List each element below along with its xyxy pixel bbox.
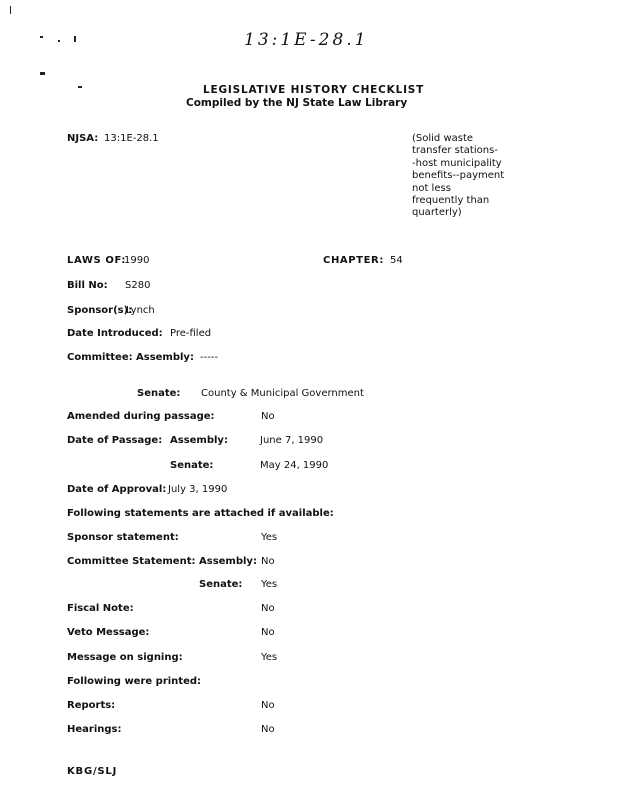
printed-heading: Following were printed: bbox=[67, 676, 202, 687]
fiscal-note-label: Fiscal Note: bbox=[67, 603, 134, 614]
laws-of-value: 1990 bbox=[124, 255, 150, 266]
chapter-label: CHAPTER: bbox=[323, 255, 384, 266]
scan-mark bbox=[74, 36, 76, 42]
date-of-approval-label: Date of Approval: bbox=[67, 484, 167, 495]
reports-label: Reports: bbox=[67, 700, 116, 711]
message-on-signing-value: Yes bbox=[261, 652, 278, 663]
page-subtitle: Compiled by the NJ State Law Library bbox=[186, 97, 408, 109]
chapter-value: 54 bbox=[390, 255, 403, 266]
passage-senate-label: Senate: bbox=[170, 460, 214, 471]
page-title: LEGISLATIVE HISTORY CHECKLIST bbox=[203, 84, 425, 96]
sponsors-value: Lynch bbox=[126, 305, 155, 316]
committee-senate-value: County & Municipal Government bbox=[201, 388, 364, 399]
bill-no-label: Bill No: bbox=[67, 280, 108, 291]
passage-assembly-label: Assembly: bbox=[170, 435, 228, 446]
committee-statement-label: Committee Statement: bbox=[67, 556, 196, 567]
scan-mark bbox=[10, 6, 11, 14]
scan-mark bbox=[40, 36, 43, 38]
date-of-passage-label: Date of Passage: bbox=[67, 435, 163, 446]
committee-statement-assembly-label: Assembly: bbox=[199, 556, 257, 567]
amended-label: Amended during passage: bbox=[67, 411, 215, 422]
amended-value: No bbox=[261, 411, 275, 422]
veto-message-value: No bbox=[261, 627, 275, 638]
committee-statement-senate-value: Yes bbox=[261, 579, 278, 590]
description-line: transfer stations- bbox=[412, 145, 498, 157]
sponsor-statement-value: Yes bbox=[261, 532, 278, 543]
description-line: quarterly) bbox=[412, 207, 462, 219]
njsa-value: 13:1E-28.1 bbox=[104, 133, 159, 144]
committee-statement-assembly-value: No bbox=[261, 556, 275, 567]
committee-assembly-value: ----- bbox=[200, 352, 219, 363]
initials: KBG/SLJ bbox=[67, 766, 118, 777]
date-of-approval-value: July 3, 1990 bbox=[168, 484, 228, 495]
sponsor-statement-label: Sponsor statement: bbox=[67, 532, 179, 543]
laws-of-label: LAWS OF: bbox=[67, 255, 126, 266]
passage-assembly-value: June 7, 1990 bbox=[260, 435, 324, 446]
handwritten-citation: 13:1E-28.1 bbox=[244, 30, 369, 50]
hearings-label: Hearings: bbox=[67, 724, 122, 735]
description-line: -host municipality bbox=[412, 157, 502, 169]
date-introduced-value: Pre-filed bbox=[170, 328, 212, 339]
description-line: benefits--payment bbox=[412, 170, 505, 182]
njsa-label: NJSA: bbox=[67, 133, 99, 144]
subject-description bbox=[412, 133, 522, 220]
message-on-signing-label: Message on signing: bbox=[67, 652, 183, 663]
hearings-value: No bbox=[261, 724, 275, 735]
description-line: frequently than bbox=[412, 195, 490, 207]
committee-senate-label: Senate: bbox=[137, 388, 181, 399]
scan-mark bbox=[58, 40, 60, 42]
veto-message-label: Veto Message: bbox=[67, 627, 150, 638]
reports-value: No bbox=[261, 700, 275, 711]
date-introduced-label: Date Introduced: bbox=[67, 328, 163, 339]
committee-assembly-label: Assembly: bbox=[136, 352, 194, 363]
passage-senate-value: May 24, 1990 bbox=[260, 460, 329, 471]
fiscal-note-value: No bbox=[261, 603, 275, 614]
bill-no-value: S280 bbox=[125, 280, 151, 291]
scan-mark bbox=[78, 86, 82, 88]
statements-heading: Following statements are attached if available: bbox=[67, 508, 334, 519]
committee-statement-senate-label: Senate: bbox=[199, 579, 243, 590]
sponsors-label: Sponsor(s): bbox=[67, 305, 133, 316]
description-line: not less bbox=[412, 182, 451, 194]
description-line: (Solid waste bbox=[412, 133, 474, 144]
committee-label: Committee: bbox=[67, 352, 133, 363]
scan-mark bbox=[40, 72, 45, 75]
